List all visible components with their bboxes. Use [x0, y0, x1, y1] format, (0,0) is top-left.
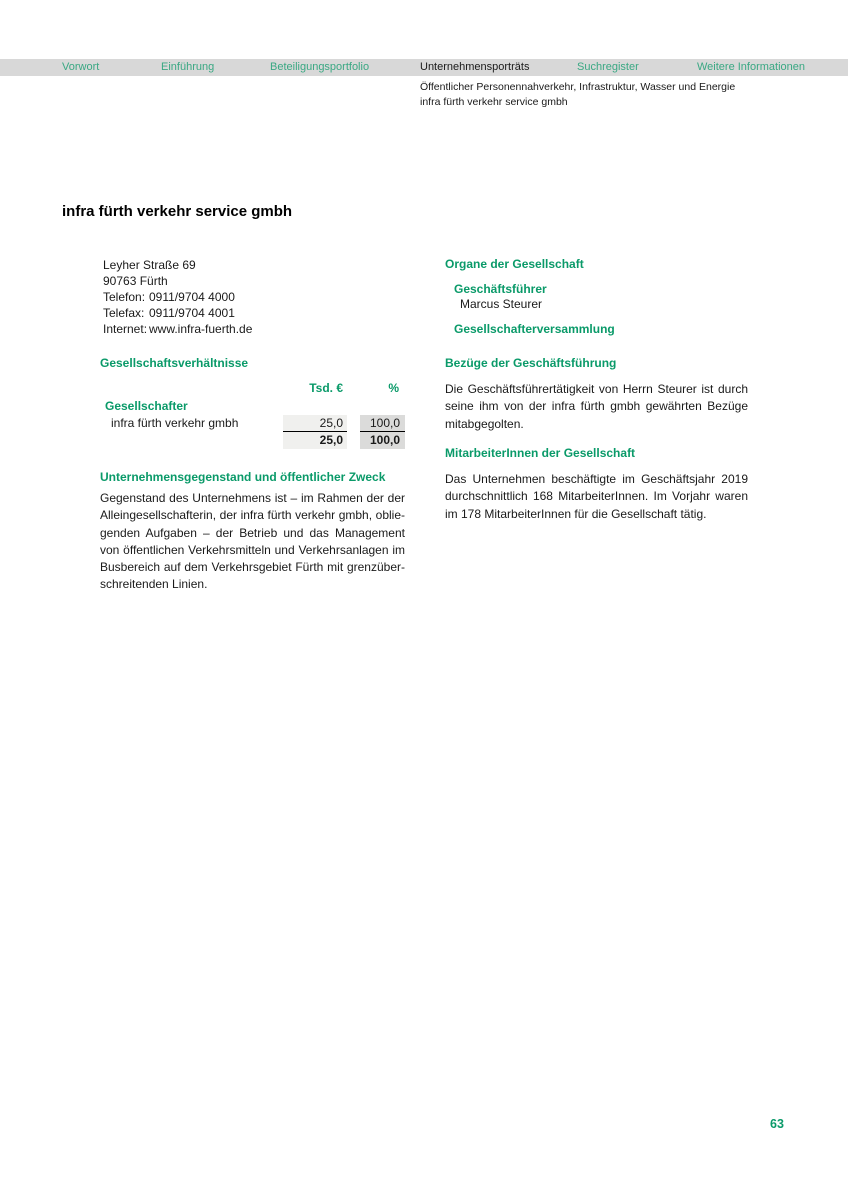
- fax-label: Telefax:: [103, 306, 145, 320]
- nav-link-beteiligungsportfolio[interactable]: Beteiligungsportfolio: [270, 61, 370, 73]
- table-cell-pct: 100,0: [360, 415, 405, 432]
- address-fax-row: [103, 305, 252, 321]
- paragraph-mitarbeiter: Das Unternehmen beschäftigte im Geschäftsjahr 2019 durchschnittlich 168 MitarbeiterInnen. Im Vorjahr waren im 178 MitarbeiterInnen für die Gesellschaft tätig.: [445, 472, 748, 521]
- table-col-header-pct: %: [388, 381, 399, 395]
- nav-link-suchregister[interactable]: Suchregister: [577, 61, 639, 73]
- table-row-label: infra fürth verkehr gmbh: [111, 416, 239, 430]
- table-group-label: Gesellschafter: [105, 399, 188, 413]
- breadcrumb-company: infra fürth verkehr service gmbh: [420, 96, 568, 108]
- address-phone-row: [103, 289, 252, 305]
- heading-organe: Organe der Gesellschaft: [445, 257, 584, 271]
- nav-link-weitere-informationen[interactable]: Weitere Informationen: [697, 61, 806, 73]
- paragraph-bezuege: Die Geschäftsführertätigkeit von Herrn Steurer ist durch seine ihm von der infra fürth gmbh gewährten Bezüge mitabgegolten.: [445, 382, 748, 431]
- nav-link-einfuehrung[interactable]: Einführung: [161, 61, 215, 73]
- table-header-spacer: [100, 380, 283, 398]
- heading-gesellschaftsverhaeltnisse: Gesellschaftsverhältnisse: [100, 356, 249, 370]
- heading-mitarbeiter: MitarbeiterInnen der Gesellschaft: [445, 446, 636, 460]
- subheading-geschaeftsfuehrer: Geschäftsführer: [454, 282, 547, 296]
- table-column-gap: [347, 380, 360, 398]
- heading-unternehmensgegenstand: Unternehmensgegenstand und öffentlicher Zweck: [100, 470, 386, 484]
- phone-number: 0911/9704 4000: [149, 290, 235, 304]
- shareholding-table: [100, 380, 405, 449]
- nav-link-unternehmensportraets[interactable]: Unternehmensporträts: [420, 61, 530, 73]
- phone-label: Telefon:: [103, 290, 146, 304]
- address-internet-row: [103, 321, 252, 337]
- internet-label: Internet:: [103, 322, 148, 336]
- company-address: [103, 257, 252, 337]
- page-number: 63: [770, 1117, 784, 1131]
- managing-director-name: Marcus Steurer: [460, 297, 543, 311]
- nav-link-vorwort[interactable]: Vorwort: [62, 61, 100, 73]
- website-link[interactable]: www.infra-fuerth.de: [149, 322, 253, 336]
- table-column-gap: [347, 432, 360, 449]
- table-column-gap: [347, 415, 360, 432]
- table-total-tsd: 25,0: [283, 432, 347, 449]
- subheading-gesellschafterversammlung: Gesellschafterversammlung: [454, 322, 615, 336]
- heading-bezuege: Bezüge der Geschäftsführung: [445, 356, 617, 370]
- address-city: 90763 Fürth: [103, 274, 168, 288]
- breadcrumb-category: Öffentlicher Personennahverkehr, Infrastruktur, Wasser und Energie: [420, 81, 736, 93]
- table-total-pct: 100,0: [360, 432, 405, 449]
- breadcrumb: [420, 80, 735, 110]
- fax-number: 0911/9704 4001: [149, 306, 235, 320]
- page-title: infra fürth verkehr service gmbh: [62, 203, 293, 220]
- table-col-header-tsd: Tsd. €: [309, 381, 343, 395]
- address-street: Leyher Straße 69: [103, 258, 196, 272]
- paragraph-unternehmensgegenstand: Gegenstand des Unternehmens ist – im Rahmen der der Alleingesellschafterin, der infra fürth verkehr gmbh, obliegenden Aufgaben – der Betrieb und das Management von öffentlichen Verkehrsmitteln und Verkehrsanlagen im Busbereich auf dem Verkehrsgebiet Fürth mit grenzüberschreitenden Linien.: [100, 491, 405, 592]
- top-navbar: [0, 59, 848, 76]
- table-total-spacer: [100, 432, 283, 449]
- table-cell-tsd: 25,0: [283, 415, 347, 432]
